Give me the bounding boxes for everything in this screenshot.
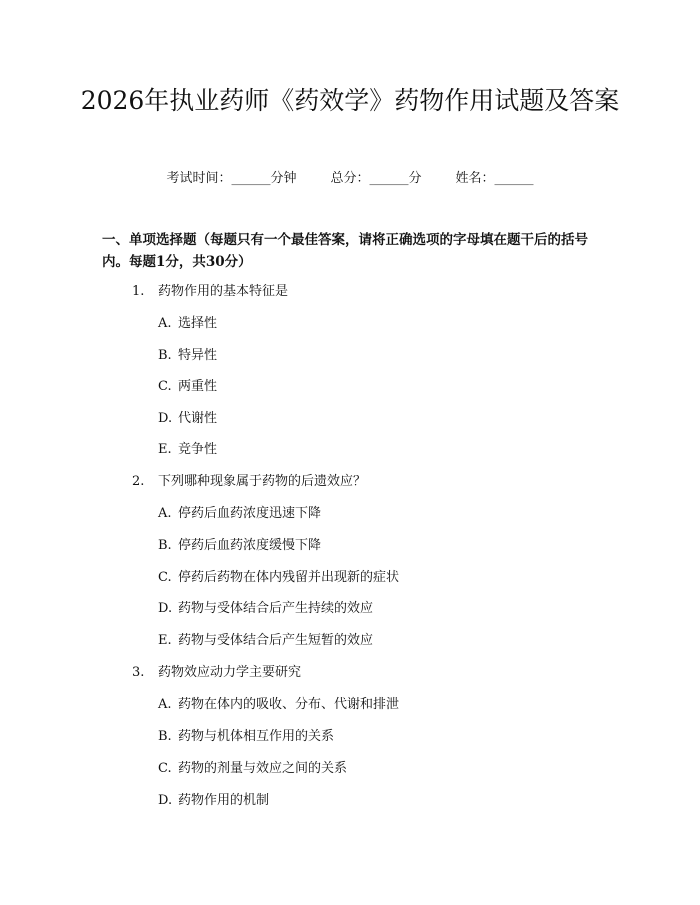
- option-text: 药物与受体结合后产生持续的效应: [178, 601, 374, 616]
- option-item: [158, 346, 217, 366]
- option-text: 药物与机体相互作用的关系: [178, 729, 335, 744]
- option-letter: A.: [158, 506, 172, 521]
- option-item: [158, 791, 269, 811]
- option-text: 药物的剂量与效应之间的关系: [178, 761, 348, 776]
- question-number: 1.: [132, 284, 145, 299]
- option-letter: D.: [158, 601, 173, 616]
- total-score-label: 总分：: [330, 171, 370, 186]
- question-text: 下列哪种现象属于药物的后遗效应？: [158, 474, 367, 489]
- option-item: [158, 504, 321, 524]
- option-item: [158, 314, 217, 334]
- option-letter: C.: [158, 570, 172, 585]
- question-number: 3.: [132, 665, 145, 680]
- document-title: 2026年执业药师《药效学》药物作用试题及答案: [80, 86, 620, 115]
- question-1: [132, 282, 288, 302]
- option-letter: E.: [158, 442, 172, 457]
- name-blank: ______: [494, 171, 534, 186]
- option-text: 特异性: [178, 348, 218, 363]
- question-text: 药物效应动力学主要研究: [158, 665, 302, 680]
- option-text: 两重性: [178, 379, 218, 394]
- option-letter: B.: [158, 729, 172, 744]
- option-item: [158, 727, 334, 747]
- question-3: [132, 663, 301, 683]
- option-item: [158, 440, 217, 460]
- option-text: 代谢性: [178, 411, 218, 426]
- exam-time-blank: ______: [231, 171, 271, 186]
- option-item: [158, 536, 321, 556]
- question-2: [132, 472, 366, 492]
- exam-time-label: 考试时间：: [166, 171, 232, 186]
- option-text: 药物在体内的吸收、分布、代谢和排泄: [178, 697, 400, 712]
- option-text: 药物作用的机制: [178, 793, 270, 808]
- option-text: 停药后血药浓度缓慢下降: [178, 538, 322, 553]
- total-score-unit: 分: [408, 171, 422, 186]
- option-item: [158, 377, 217, 397]
- total-score-blank: ______: [369, 171, 409, 186]
- option-letter: A.: [158, 697, 172, 712]
- option-text: 停药后药物在体内残留并出现新的症状: [178, 570, 400, 585]
- option-item: [158, 695, 399, 715]
- question-number: 2.: [132, 474, 145, 489]
- option-letter: A.: [158, 316, 172, 331]
- option-item: [158, 409, 217, 429]
- section-heading: 一、单项选择题（每题只有一个最佳答案，请将正确选项的字母填在题干后的括号内。每题1分，共30分）: [102, 232, 588, 270]
- option-text: 选择性: [178, 316, 218, 331]
- option-text: 药物与受体结合后产生短暂的效应: [178, 633, 374, 648]
- option-item: [158, 759, 347, 779]
- option-letter: C.: [158, 379, 172, 394]
- option-letter: C.: [158, 761, 172, 776]
- name-label: 姓名：: [455, 171, 495, 186]
- question-text: 药物作用的基本特征是: [158, 284, 289, 299]
- option-item: [158, 599, 373, 619]
- option-text: 停药后血药浓度迅速下降: [178, 506, 322, 521]
- option-letter: B.: [158, 538, 172, 553]
- option-letter: B.: [158, 348, 172, 363]
- option-item: [158, 631, 373, 651]
- option-text: 竞争性: [178, 442, 218, 457]
- option-letter: D.: [158, 411, 173, 426]
- option-item: [158, 568, 399, 588]
- option-letter: D.: [158, 793, 173, 808]
- exam-time-unit: 分钟: [270, 171, 297, 186]
- exam-info-line: [0, 169, 700, 189]
- option-letter: E.: [158, 633, 172, 648]
